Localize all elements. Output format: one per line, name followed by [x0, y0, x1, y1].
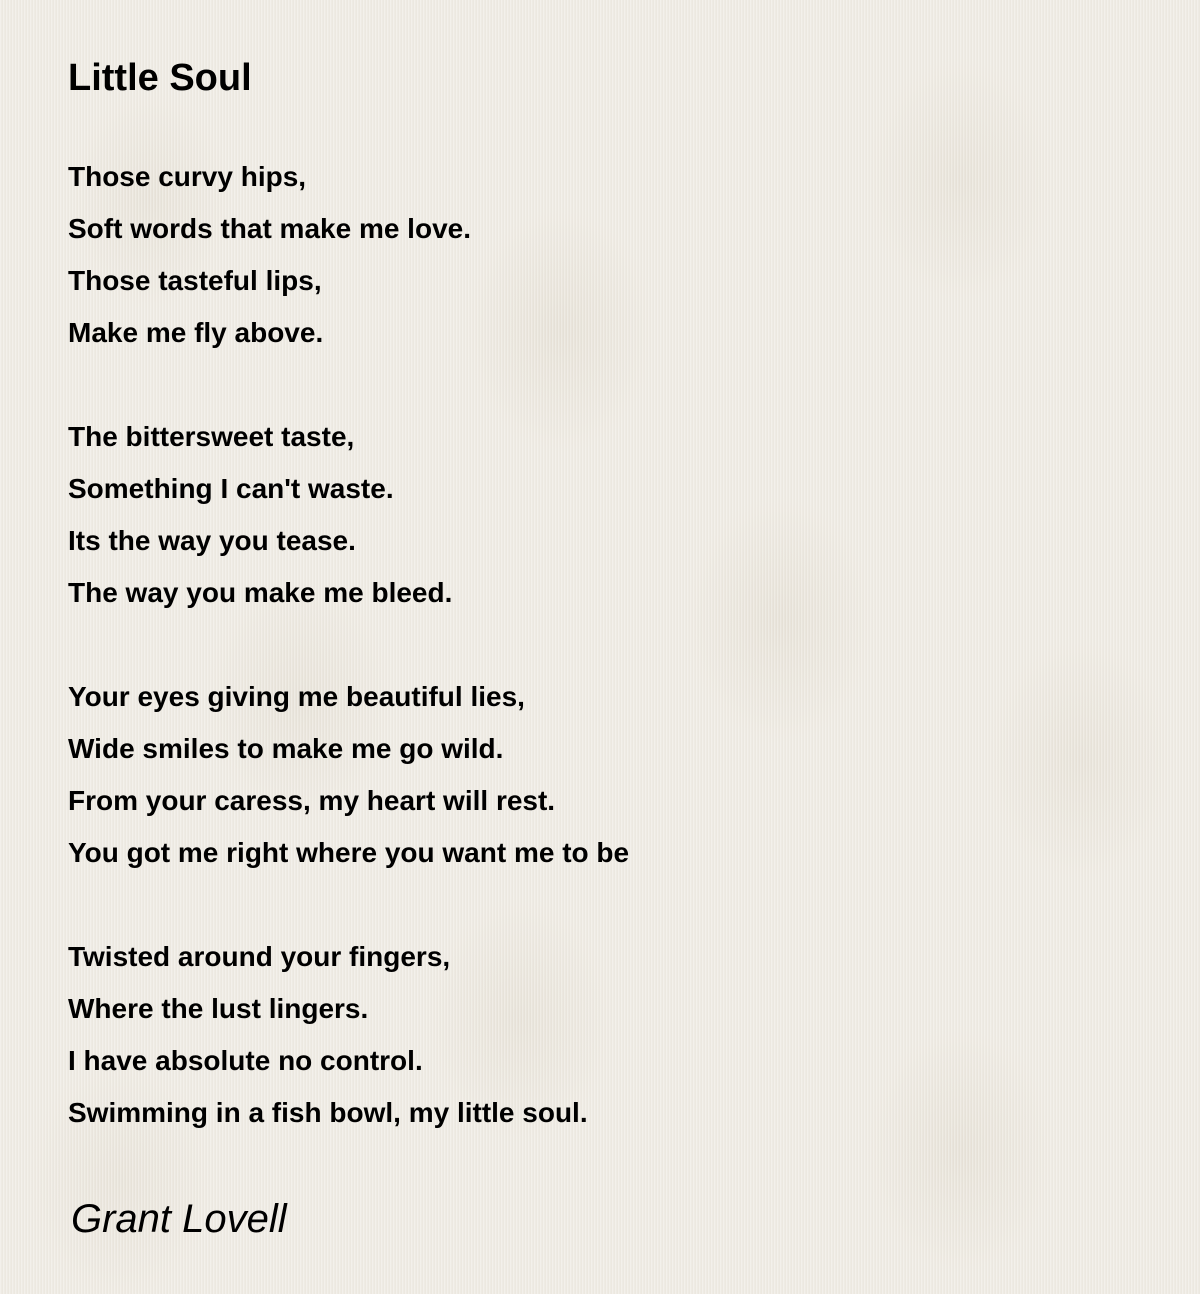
stanza-3: [68, 671, 1168, 879]
poem-line: Your eyes giving me beautiful lies,: [68, 681, 525, 712]
poem-line: Its the way you tease.: [68, 525, 356, 556]
poem-line: Make me fly above.: [68, 317, 324, 348]
poem-line: I have absolute no control.: [68, 1045, 423, 1076]
stanza-2: [68, 411, 1168, 619]
poem-line: From your caress, my heart will rest.: [68, 785, 556, 816]
poem-line: Something I can't waste.: [68, 473, 394, 504]
poem-line: Those curvy hips,: [68, 161, 307, 192]
poem-line: Where the lust lingers.: [68, 993, 369, 1024]
poem-author: Grant Lovell: [71, 1197, 287, 1241]
poem-line: You got me right where you want me to be: [68, 837, 630, 868]
poem-line: Those tasteful lips,: [68, 265, 322, 296]
poem-line: Wide smiles to make me go wild.: [68, 733, 504, 764]
poem-body: [68, 151, 1168, 1191]
poem-line: Swimming in a fish bowl, my little soul.: [68, 1097, 588, 1128]
poem-line: The bittersweet taste,: [68, 421, 355, 452]
poem-line: Soft words that make me love.: [68, 213, 471, 244]
stanza-4: [68, 931, 1168, 1139]
poem-title: Little Soul: [68, 57, 252, 99]
poem-line: Twisted around your fingers,: [68, 941, 451, 972]
poem-line: The way you make me bleed.: [68, 577, 453, 608]
stanza-1: [68, 151, 1168, 359]
